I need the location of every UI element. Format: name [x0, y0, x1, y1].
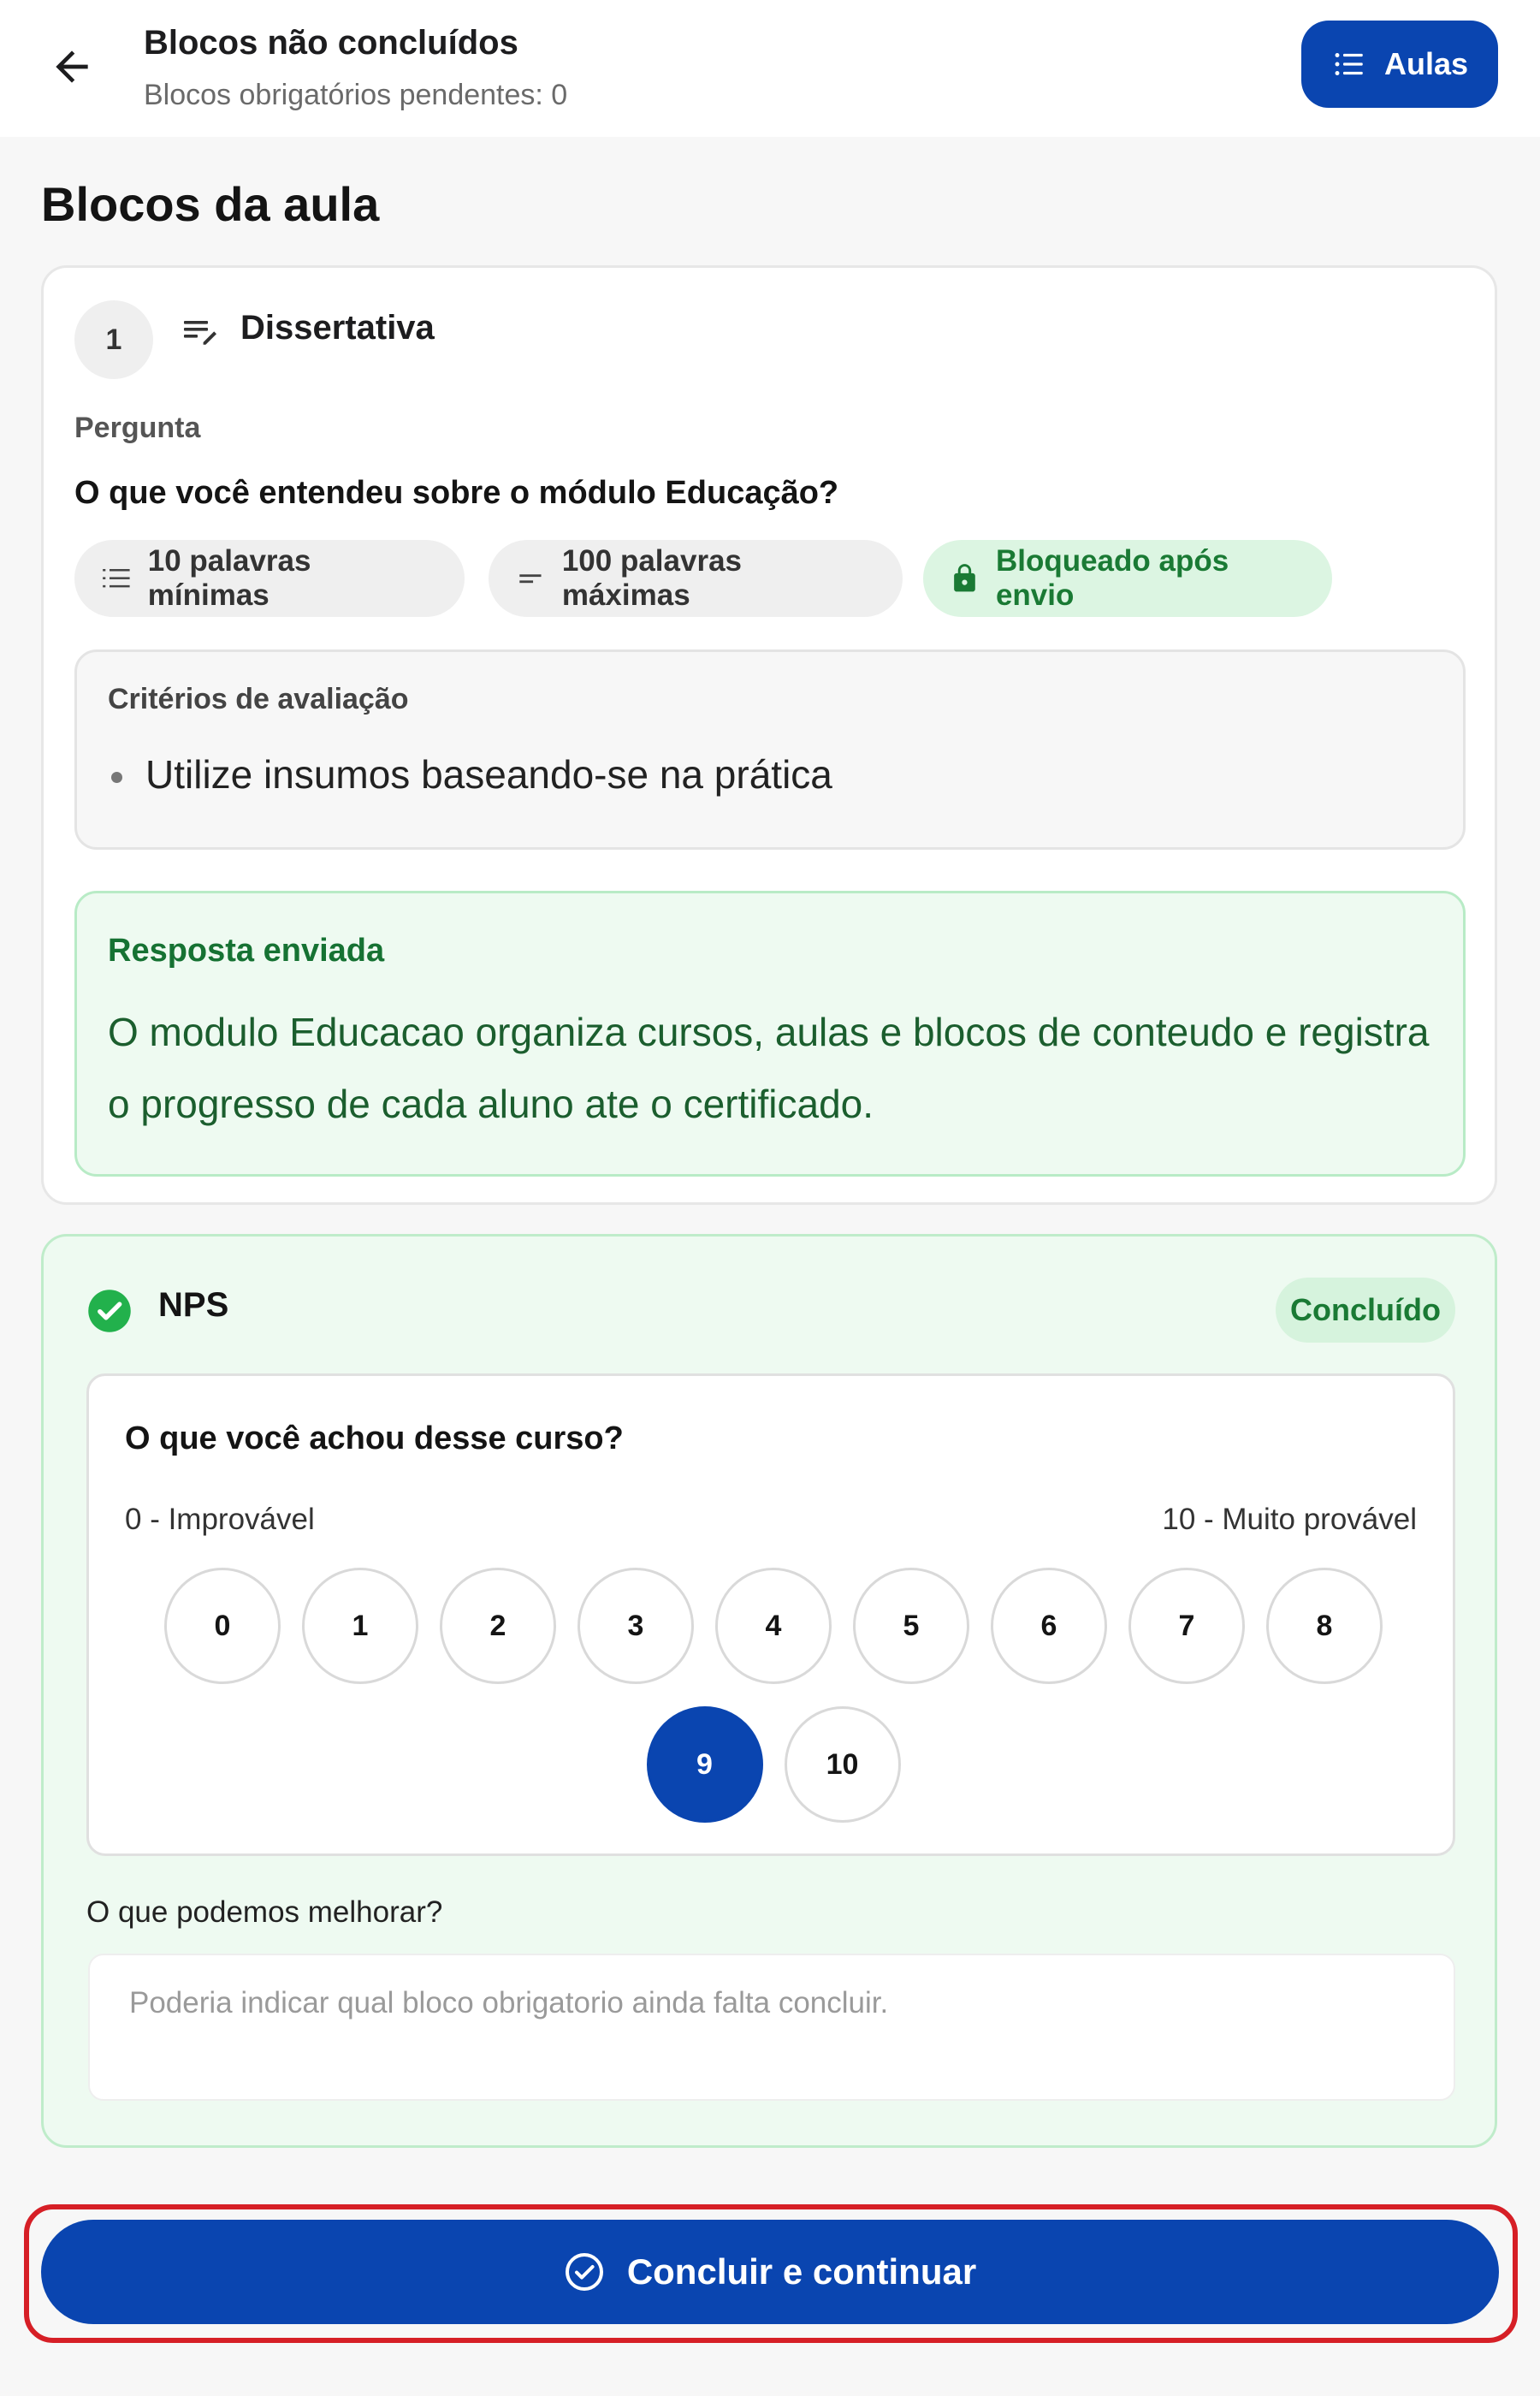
list-numbered-icon [100, 562, 133, 595]
question-text: O que você entendeu sobre o módulo Educação? [74, 475, 839, 511]
min-words-chip [74, 540, 465, 617]
nps-max-label: 10 - Muito provável [1162, 1503, 1417, 1536]
nps-option-7[interactable]: 7 [1128, 1568, 1245, 1684]
check-circle-outline-icon [564, 2251, 605, 2292]
nps-option-10[interactable]: 10 [785, 1706, 901, 1823]
nps-option-5[interactable]: 5 [853, 1568, 969, 1684]
block-card-nps [41, 1234, 1497, 2148]
submitted-answer [74, 891, 1466, 1177]
nps-option-6[interactable]: 6 [991, 1568, 1107, 1684]
edit-notes-icon [181, 312, 222, 353]
nps-rating-box [86, 1373, 1455, 1856]
max-words-chip [489, 540, 903, 617]
nps-option-8[interactable]: 8 [1266, 1568, 1383, 1684]
aulas-button[interactable] [1301, 21, 1498, 108]
block-type-label: Dissertativa [240, 309, 435, 347]
criteria-title: Critérios de avaliação [108, 683, 409, 715]
min-words-label: 10 palavras mínimas [147, 544, 311, 612]
section-title: Blocos da aula [41, 177, 380, 231]
list-icon [1331, 46, 1367, 82]
arrow-left-icon [48, 43, 96, 91]
bullet-icon [111, 772, 122, 783]
top-bar [0, 0, 1540, 137]
nps-option-9[interactable]: 9 [647, 1706, 763, 1823]
nps-option-1[interactable]: 1 [302, 1568, 418, 1684]
continue-button[interactable] [41, 2220, 1499, 2324]
lock-icon [949, 562, 980, 595]
continue-button-label: Concluir e continuar [626, 2251, 977, 2292]
answer-text: O modulo Educacao organiza cursos, aulas e blocos de conteudo e registra o progresso de cada aluno ate o certificado. [108, 1010, 1430, 1126]
aulas-button-label: Aulas [1383, 46, 1469, 81]
nps-min-label: 0 - Improvável [125, 1503, 315, 1536]
evaluation-criteria [74, 649, 1466, 850]
check-circle-icon [86, 1288, 133, 1334]
short-text-icon [514, 562, 547, 595]
nps-option-0[interactable]: 0 [164, 1568, 281, 1684]
improve-label: O que podemos melhorar? [86, 1895, 443, 1929]
max-words-label: 100 palavras máximas [561, 544, 743, 612]
improve-textarea[interactable]: Poderia indicar qual bloco obrigatorio ainda falta concluir. [88, 1954, 1455, 2101]
block-card-dissertativa [41, 265, 1497, 1205]
nps-option-2[interactable]: 2 [440, 1568, 556, 1684]
status-badge: Concluído [1276, 1278, 1455, 1343]
locked-label: Bloqueado após envio [995, 544, 1229, 612]
back-button[interactable] [38, 33, 106, 101]
nps-option-4[interactable]: 4 [715, 1568, 832, 1684]
nps-title: NPS [158, 1286, 229, 1324]
block-number: 1 [74, 300, 153, 379]
criteria-item: Utilize insumos baseando-se na prática [145, 752, 832, 797]
nps-question: O que você achou desse curso? [125, 1420, 624, 1456]
question-label: Pergunta [74, 412, 201, 444]
nps-option-3[interactable]: 3 [578, 1568, 694, 1684]
pending-count: Blocos obrigatórios pendentes: 0 [144, 79, 568, 111]
answer-title: Resposta enviada [108, 933, 385, 969]
locked-chip [923, 540, 1332, 617]
page-title: Blocos não concluídos [144, 24, 518, 62]
